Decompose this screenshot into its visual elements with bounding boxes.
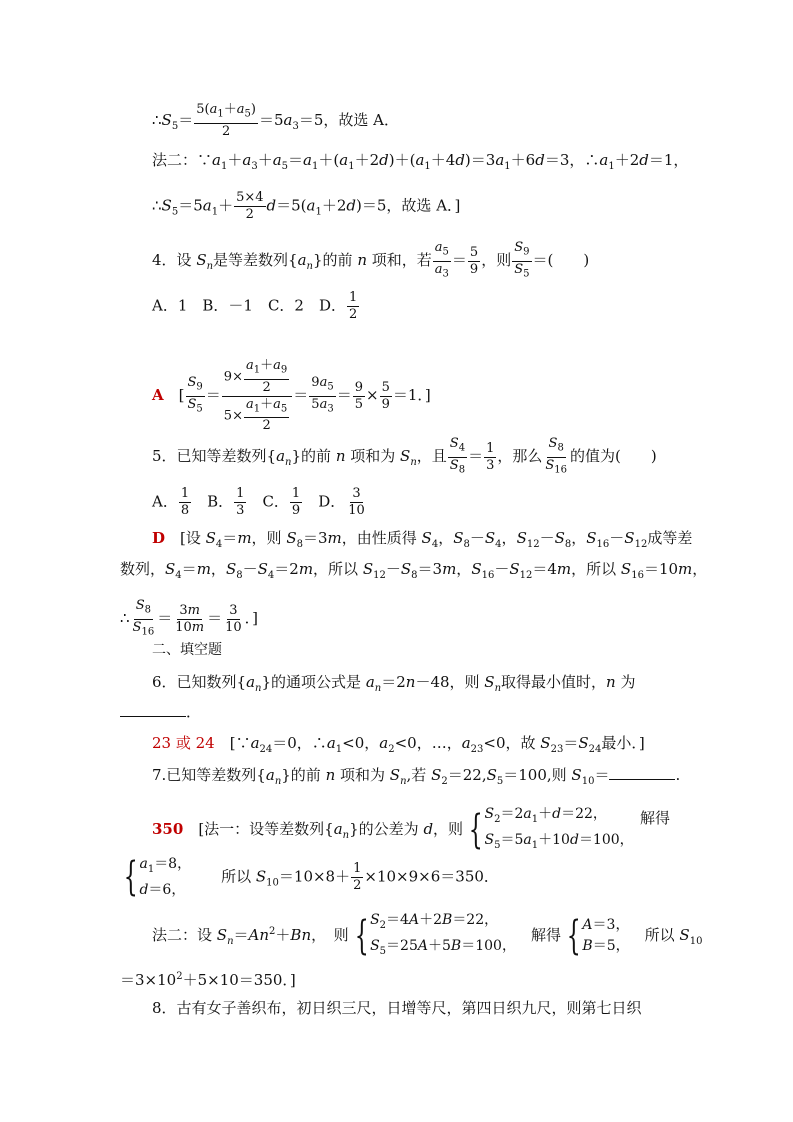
- answer-letter: A: [152, 386, 164, 405]
- solve-label: 解得: [640, 809, 671, 827]
- solution-system-2: { A＝3， B＝5，: [566, 913, 630, 959]
- question-8: 8．古有女子善织布，初日织三尺，日增等尺，第四日织九尺，则第七日织: [152, 999, 642, 1017]
- solution-line-1: $\therefore S_5=$ $\frac{5(a_1+a_5)}{2}$ $=5a_3=5$，故选 A．: [152, 102, 399, 139]
- solution-line-2: 法二：$\because a_1+a_3+a_5=a_1+(a_1+2d)+(a_1+4d)=3a_1+6d=3$，$\therefore a_1+2d=1$，: [152, 151, 689, 172]
- question-5-answer-line-2: 数列，$S_4=m$，$S_8-S_4=2m$，所以 $S_{12}-S_8=3m$，$S_{16}-S_{12}=4m$，所以 $S_{16}=10m$，: [120, 560, 708, 581]
- answer-value: 350: [152, 819, 184, 838]
- question-6-answer: 23 或 24 [$\because a_{24}=0$，$\therefore a_1<0$，$a_2<0$，…，$a_{23}<0$，故 $S_{23}=S_{24}$最小．]: [152, 734, 645, 755]
- question-7-answer-line-1: 350 [法一：设等差数列$\{a_n\}$的公差为 d，则 { $S_2=2a_1+d=22$， $S_5=5a_1+10d=100$，: [152, 804, 634, 858]
- question-5-answer-line-1: D [设 $S_4=m$，则 $S_8=3m$，由性质得 $S_4$，$S_8-S_4$，$S_{12}-S_8$，$S_{16}-S_{12}$成等差: [152, 529, 693, 550]
- solution-system: { $a_1=8$， d＝6，: [123, 854, 192, 901]
- question-5-options: A． $\frac{1}{8}$ B． $\frac{1}{3}$ C． $\frac{1}{9}$ D． $\frac{3}{10}$: [152, 486, 365, 518]
- question-7-method-2: 法二：设 $S_n=An^2+Bn$， 则 { $S_2=4A+2B=22$， $S_5=25A+5B=100$， 解得 { A＝3， B＝5， 所以 $S_{10}$: [152, 910, 702, 964]
- question-4: 4．设 $S_n$是等差数列$\{a_n\}$的前 n 项和，若 $\frac{a_5}{a_3}$ ＝ $\frac{5}{9}$ ，则 $\frac{S_9}{S_5}$ ＝( ): [152, 240, 590, 280]
- question-7-answer-line-2: { $a_1=8$， d＝6， 所以 $S_{10}=10\times 8+$ $\frac{1}{2}$ ×10×9×6＝350．: [118, 854, 499, 905]
- question-5: 5．已知等差数列$\{a_n\}$的前 n 项和为 $S_n$，且 $\frac{S_4}{S_8}$ ＝ $\frac{1}{3}$ ，那么 $\frac{S_8}{S_{16}}$ 的值为( ): [152, 436, 657, 476]
- question-4-answer: A [ $\frac{S_9}{S_5}$ ＝ 9× $\frac{a_1+a_9}{2}$ 5× $\frac{a_1+a_5}{2}$ ＝ $\frac{9a_5}{5a_3}$ ＝ $\frac{9}{5}$ × $\frac{5}{9}$ ＝1．]: [152, 358, 431, 434]
- section-heading: 二、填空题: [152, 642, 222, 658]
- question-6: 6．已知数列$\{a_n\}$的通项公式是 $a_n=2n-48$，则 $S_n$取得最小值时，n 为: [152, 673, 636, 694]
- answer-value: 23 或 24: [152, 734, 215, 752]
- equation-system-2: { $S_2=4A+2B=22$， $S_5=25A+5B=100$，: [354, 912, 516, 959]
- equation-system: { $S_2=2a_1+d=22$， $S_5=5a_1+10d=100$，: [468, 806, 634, 853]
- question-5-answer-line-3: ∴ $\frac{S_8}{S_{16}}$ ＝ $\frac{3m}{10m}$ ＝ $\frac{3}{10}$ ．]: [120, 598, 258, 638]
- answer-letter: D: [152, 529, 166, 547]
- question-6-blank: ．: [120, 702, 201, 722]
- question-7-method-2-result: $=3\times 10^2+5\times 10=350$．]: [120, 971, 296, 989]
- solution-line-3: $\therefore S_5=5a_1+$ $\frac{5\times 4}{2}$ $d=5(a_1+2d)=5$，故选 A．]: [152, 190, 461, 222]
- question-7: 7.已知等差数列$\{a_n\}$的前 n 项和为 $S_n$,若 $S_2=22,S_5=100$,则 $S_{10}=$ .: [152, 766, 681, 787]
- question-4-options: A．1 B．－1 C．2 D． $\frac{1}{2}$: [152, 290, 358, 322]
